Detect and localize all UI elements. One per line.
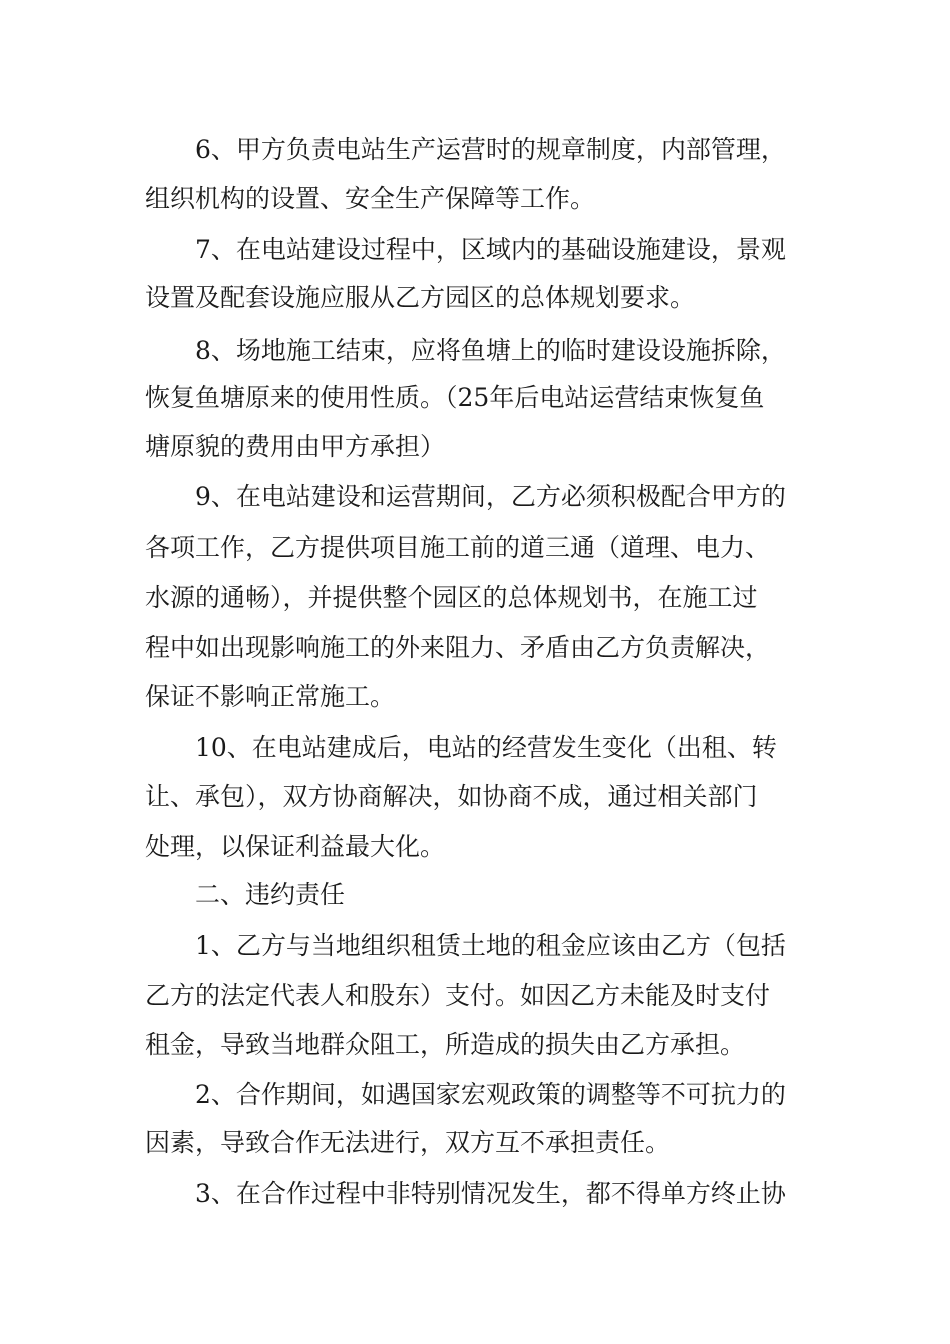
paragraph-line: 租金，导致当地群众阻工，所造成的损失由乙方承担。 (145, 1030, 746, 1059)
paragraph-line: 6、甲方负责电站生产运营时的规章制度，内部管理， (195, 135, 786, 164)
paragraph-line: 乙方的法定代表人和股东）支付。如因乙方未能及时支付 (145, 981, 771, 1010)
paragraph-line: 设置及配套设施应服从乙方园区的总体规划要求。 (145, 283, 696, 312)
paragraph-line: 塘原貌的费用由甲方承担） (145, 432, 446, 461)
paragraph-line: 保证不影响正常施工。 (145, 682, 396, 711)
paragraph-line: 水源的通畅），并提供整个园区的总体规划书，在施工过 (145, 583, 758, 612)
paragraph-line: 恢复鱼塘原来的使用性质。（25年后电站运营结束恢复鱼 (145, 383, 765, 412)
paragraph-line: 组织机构的设置、安全生产保障等工作。 (145, 184, 596, 213)
paragraph-line: 10、在电站建成后，电站的经营发生变化（出租、转 (195, 733, 777, 762)
paragraph-line: 处理，以保证利益最大化。 (145, 832, 446, 861)
paragraph-line: 8、场地施工结束，应将鱼塘上的临时建设设施拆除， (195, 336, 786, 365)
paragraph-line: 让、承包），双方协商解决，如协商不成，通过相关部门 (145, 782, 758, 811)
paragraph-line: 因素，导致合作无法进行，双方互不承担责任。 (145, 1128, 671, 1157)
paragraph-line: 程中如出现影响施工的外来阻力、矛盾由乙方负责解决， (145, 633, 771, 662)
paragraph-line: 各项工作，乙方提供项目施工前的道三通（道理、电力、 (145, 533, 771, 562)
paragraph-line: 7、在电站建设过程中，区域内的基础设施建设，景观 (195, 235, 786, 264)
paragraph-line: 3、在合作过程中非特别情况发生，都不得单方终止协 (195, 1179, 786, 1208)
paragraph-line: 9、在电站建设和运营期间，乙方必须积极配合甲方的 (195, 482, 786, 511)
section-heading: 二、违约责任 (195, 880, 346, 909)
paragraph-line: 1、乙方与当地组织租赁土地的租金应该由乙方（包括 (195, 931, 786, 960)
paragraph-line: 2、合作期间，如遇国家宏观政策的调整等不可抗力的 (195, 1080, 786, 1109)
